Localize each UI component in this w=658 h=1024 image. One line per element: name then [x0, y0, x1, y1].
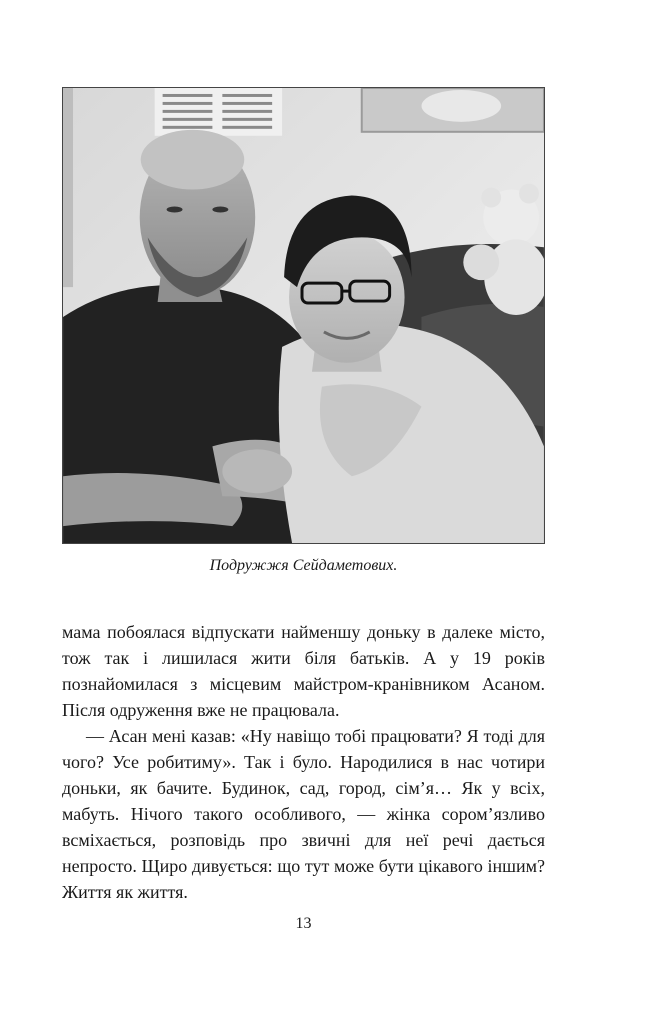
couple-photo — [62, 87, 545, 544]
body-text — [62, 619, 545, 905]
paragraph: — Асан мені казав: «Ну навіщо тобі працювати? Я тоді для чого? Усе робитиму». Так і було. Народилися в нас чотири доньки, як бачите. Будинок, сад, город, сім’я… Як у всіх, мабуть. Нічого такого особливого, — жінка сором’язливо всміхається, розповідь про звичні для неї речі дається непросто. Щиро дивується: що тут може бути цікавого іншим? Життя як життя. — [62, 726, 545, 902]
photo-caption: Подружжя Сейдаметових. — [209, 557, 398, 574]
paragraph: мама побоялася відпускати найменшу доньку в далеке місто, тож так і лишилася жити біля батьків. А у 19 років познайомилася з місцевим майстром-кранівником Асаном. Після одруження вже не працювала. — [62, 622, 545, 720]
page-number: 13 — [295, 915, 312, 932]
photo-illustration — [63, 88, 544, 543]
